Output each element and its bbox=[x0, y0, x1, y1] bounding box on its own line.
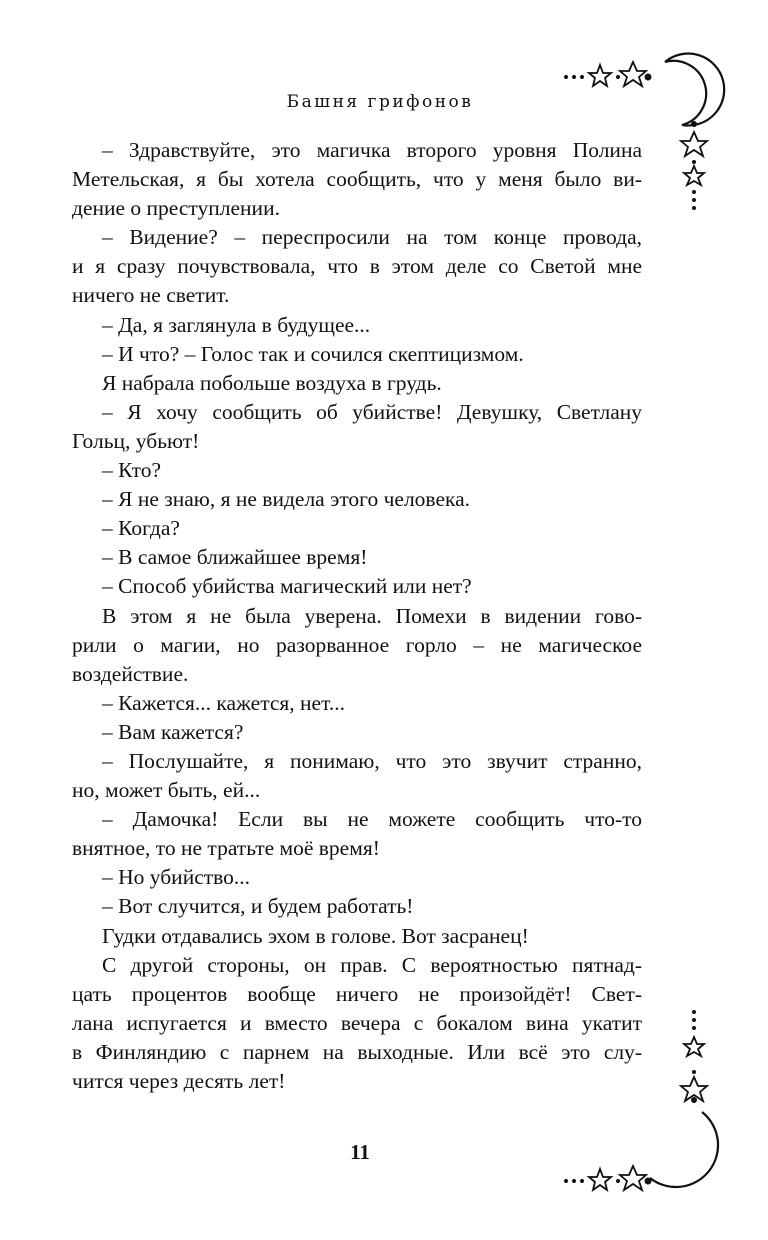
star-icon bbox=[589, 65, 611, 86]
star-icon bbox=[684, 166, 704, 185]
dot-column-icon bbox=[691, 1010, 697, 1103]
text-line: – Я хочу сообщить об убийстве! Девушку, Светлану bbox=[102, 399, 642, 424]
star-icon bbox=[681, 132, 707, 156]
text-line: – Когда? bbox=[102, 516, 180, 541]
text-line: – Кто? bbox=[102, 458, 162, 483]
text-line: рили о магии, но разорванное горло – не магическое bbox=[72, 632, 642, 657]
text-line: – Но убийство... bbox=[102, 865, 251, 890]
crescent-moon-icon bbox=[650, 1112, 718, 1187]
text-line: Я набрала побольше воздуха в грудь. bbox=[102, 370, 442, 395]
text-line: – И что? – Голос так и сочился скептицизмом. bbox=[102, 341, 524, 366]
text-line: Гудки отдавались эхом в голове. Вот засранец! bbox=[102, 923, 529, 948]
text-line: Гольц, убьют! bbox=[72, 428, 200, 453]
text-line: – Кажется... кажется, нет... bbox=[102, 690, 345, 715]
text-line: лана испугается и вместо вечера с бокалом вина укатит bbox=[72, 1010, 642, 1035]
text-line: в Финляндию с парнем на выходные. Или всё это слу- bbox=[72, 1039, 642, 1064]
text-line: чится через десять лет! bbox=[72, 1069, 286, 1093]
text-line: В этом я не была уверена. Помехи в видении гово- bbox=[102, 603, 642, 628]
text-line: – Вот случится, и будем работать! bbox=[102, 894, 414, 919]
star-icon bbox=[589, 1169, 611, 1190]
text-line: – Видение? – переспросили на том конце провода, bbox=[102, 225, 642, 250]
page-number: 11 bbox=[350, 1140, 370, 1164]
text-line: и я сразу почувствовала, что в этом деле со Светой мне bbox=[72, 254, 642, 279]
text-line: С другой стороны, он прав. С вероятностью пятнад- bbox=[102, 952, 642, 977]
bottom-right-moon-stars-ornament bbox=[560, 1000, 720, 1200]
text-line: – Послушайте, я понимаю, что это звучит странно, bbox=[102, 748, 642, 773]
text-line: цать процентов вообще ничего не произойдёт! Свет- bbox=[72, 981, 642, 1006]
body-text bbox=[72, 136, 642, 1096]
crescent-moon-icon bbox=[665, 54, 724, 126]
star-icon bbox=[684, 1037, 704, 1056]
text-line: внятное, то не тратьте моё время! bbox=[72, 836, 380, 861]
running-head-title: Башня грифонов bbox=[286, 92, 474, 112]
text-line: Метельская, я бы хотела сообщить, что у меня было ви- bbox=[72, 167, 642, 192]
text-line: – В самое ближайшее время! bbox=[102, 545, 368, 570]
text-line: но, может быть, ей... bbox=[72, 778, 261, 803]
text-line: – Да, я заглянула в будущее... bbox=[102, 312, 371, 337]
text-line: – Здравствуйте, это магичка второго уровня Полина bbox=[102, 138, 642, 162]
text-line: – Дамочка! Если вы не можете сообщить что-то bbox=[102, 807, 642, 832]
text-line: ничего не светит. bbox=[72, 283, 230, 308]
text-line: – Способ убийства магический или нет? bbox=[102, 574, 472, 599]
star-icon bbox=[620, 1166, 646, 1190]
star-icon bbox=[620, 62, 646, 86]
text-line: дение о преступлении. bbox=[72, 196, 280, 221]
text-line: воздействие. bbox=[72, 661, 189, 686]
text-line: – Вам кажется? bbox=[102, 719, 244, 744]
text-line: – Я не знаю, я не видела этого человека. bbox=[102, 487, 471, 512]
